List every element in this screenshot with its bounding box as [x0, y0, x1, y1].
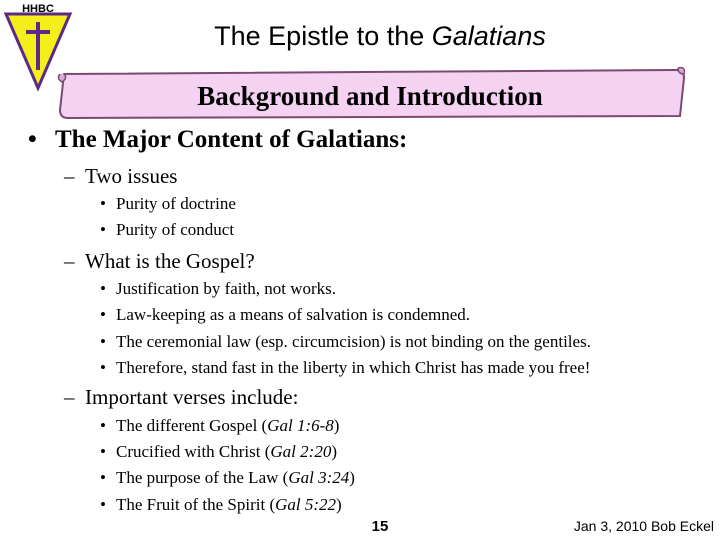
- list-item: [116, 442, 337, 462]
- logo-text: HHBC: [22, 3, 54, 15]
- list-item: [116, 416, 339, 436]
- bullet-marker: •: [100, 358, 106, 377]
- main-bullet-text: The Major Content of Galatians:: [55, 126, 408, 153]
- bullet-marker: •: [100, 495, 106, 514]
- banner-heading: Background and Introduction: [197, 81, 543, 111]
- main-bullet-marker: •: [28, 126, 37, 153]
- list-item: [116, 495, 342, 515]
- verse-reference: Gal 5:22: [275, 495, 337, 514]
- section-heading: Important verses include:: [85, 385, 299, 409]
- verse-close: ): [331, 442, 337, 461]
- list-item: Purity of conduct: [116, 220, 235, 239]
- footer-date-author: Jan 3, 2010 Bob Eckel: [573, 518, 714, 534]
- section-dash: –: [64, 164, 75, 188]
- section-heading: Two issues: [85, 164, 178, 188]
- bullet-marker: •: [100, 194, 106, 213]
- verse-reference: Gal 1:6-8: [267, 416, 334, 435]
- list-item: Justification by faith, not works.: [116, 279, 337, 298]
- title-italic: Galatians: [431, 21, 546, 51]
- list-item: Therefore, stand fast in the liberty in which Christ has made you free!: [116, 358, 591, 377]
- verse-reference: Gal 2:20: [270, 442, 332, 461]
- slide-title: [80, 18, 680, 54]
- bullet-marker: •: [100, 305, 106, 324]
- page-number: 15: [371, 518, 389, 535]
- list-item: [116, 468, 355, 488]
- bullet-marker: •: [100, 332, 106, 351]
- verse-close: ): [336, 495, 342, 514]
- verse-item-text: Crucified with Christ (: [116, 442, 271, 461]
- list-item: The ceremonial law (esp. circumcision) is not binding on the gentiles.: [116, 332, 591, 351]
- bullet-marker: •: [100, 442, 106, 461]
- bullet-marker: •: [100, 416, 106, 435]
- section-heading: What is the Gospel?: [85, 249, 255, 273]
- verse-item-text: The different Gospel (: [116, 416, 268, 435]
- section-dash: –: [64, 249, 75, 273]
- verse-item-text: The Fruit of the Spirit (: [116, 495, 276, 514]
- verse-close: ): [333, 416, 340, 435]
- bullet-marker: •: [100, 468, 106, 487]
- bullet-marker: •: [100, 279, 106, 298]
- section-dash: –: [64, 385, 75, 409]
- verse-item-text: The purpose of the Law (: [116, 468, 289, 487]
- title-prefix: The Epistle to the: [214, 21, 432, 51]
- list-item: Purity of doctrine: [116, 194, 236, 213]
- verse-reference: Gal 3:24: [288, 468, 350, 487]
- bullet-marker: •: [100, 220, 106, 239]
- list-item: Law-keeping as a means of salvation is condemned.: [116, 305, 471, 324]
- verse-close: ): [349, 468, 355, 487]
